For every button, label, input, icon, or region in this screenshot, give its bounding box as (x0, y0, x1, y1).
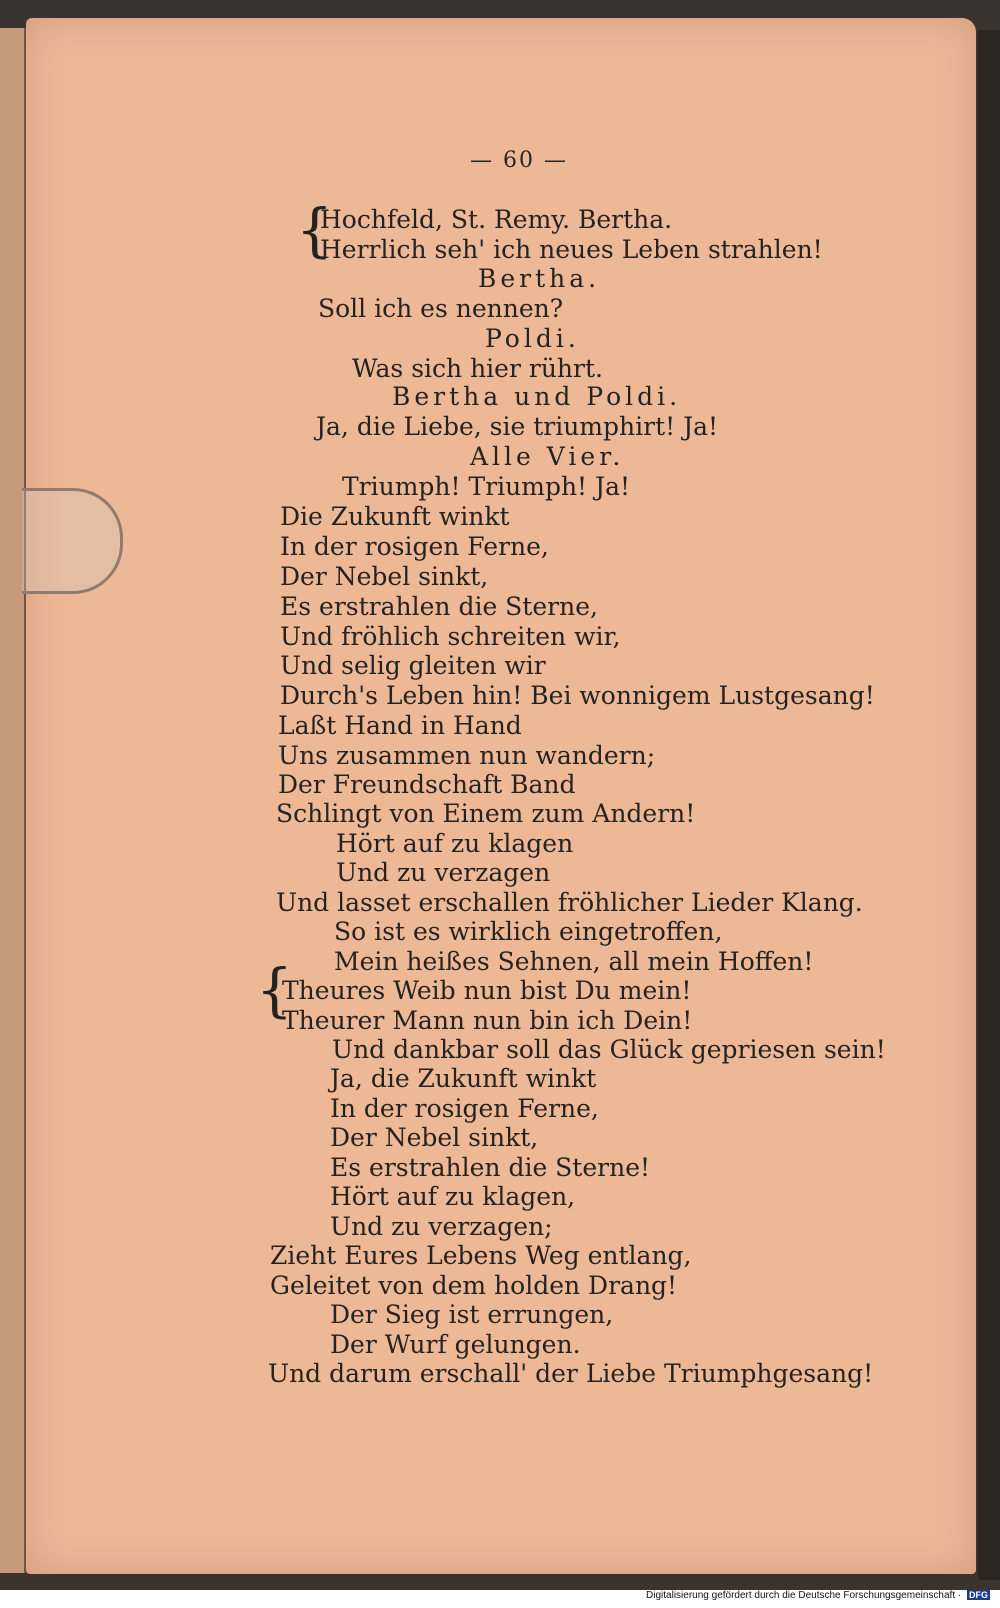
verse-line: Und zu verzagen; (330, 1212, 553, 1241)
verse-line: Und fröhlich schreiten wir, (280, 622, 621, 651)
verse-line: Und zu verzagen (336, 858, 551, 887)
verse-line: Triumph! Triumph! Ja! (342, 472, 631, 501)
verse-line: Der Freundschaft Band (278, 770, 576, 799)
verse-line: Geleitet von dem holden Drang! (270, 1271, 678, 1300)
verse-line: Der Nebel sinkt, (330, 1123, 539, 1152)
verse-line: Herrlich seh' ich neues Leben strahlen! (320, 235, 823, 264)
footer-text: Digitalisierung gefördert durch die Deutsche Forschungsgemeinschaft (646, 1590, 956, 1601)
verse-line: Der Wurf gelungen. (330, 1330, 581, 1359)
verse-line: Ja, die Zukunft winkt (330, 1064, 597, 1093)
footer-credit: Digitalisierung gefördert durch die Deutsche Forschungsgemeinschaft · DFG (646, 1590, 988, 1601)
verse-line: Zieht Eures Lebens Weg entlang, (270, 1241, 692, 1270)
book-edge (978, 30, 1000, 1580)
speaker-name: Bertha. (478, 264, 601, 293)
verse-line: Die Zukunft winkt (280, 502, 510, 531)
verse-line: Theures Weib nun bist Du mein! (282, 976, 692, 1005)
verse-line: Was sich hier rührt. (352, 354, 603, 383)
verse-line: Ja, die Liebe, sie triumphirt! Ja! (316, 412, 719, 441)
verse-line: In der rosigen Ferne, (280, 532, 549, 561)
verse-line: Durch's Leben hin! Bei wonnigem Lustgesang! (280, 681, 875, 710)
paper-clip (22, 488, 123, 594)
verse-line: Theurer Mann nun bin ich Dein! (282, 1006, 693, 1035)
verse-line: Schlingt von Einem zum Andern! (276, 799, 696, 828)
verse-line: Soll ich es nennen? (318, 294, 564, 323)
previous-page-edge (0, 28, 26, 1573)
verse-line: Der Sieg ist errungen, (330, 1300, 614, 1329)
speaker-name: Alle Vier. (470, 442, 625, 471)
verse-line: Und lasset erschallen fröhlicher Lieder Klang. (276, 888, 863, 917)
verse-line: So ist es wirklich eingetroffen, (334, 917, 723, 946)
verse-line: Hört auf zu klagen (336, 829, 574, 858)
verse-line: Mein heißes Sehnen, all mein Hoffen! (334, 947, 814, 976)
brace-icon: { (296, 196, 333, 264)
verse-line: Laßt Hand in Hand (278, 711, 522, 740)
verse-line: Und darum erschall' der Liebe Triumphgesang! (268, 1359, 874, 1388)
verse-line: In der rosigen Ferne, (330, 1094, 599, 1123)
verse-line: Uns zusammen nun wandern; (278, 741, 656, 770)
verse-line: Es erstrahlen die Sterne, (280, 592, 598, 621)
verse-line: Es erstrahlen die Sterne! (330, 1153, 651, 1182)
verse-line: Und selig gleiten wir (280, 651, 546, 680)
brace-icon: { (256, 956, 293, 1024)
verse-line: Und dankbar soll das Glück gepriesen sein! (332, 1035, 886, 1064)
verse-line: Der Nebel sinkt, (280, 562, 489, 591)
speaker-name: Bertha und Poldi. (392, 382, 682, 411)
page-number: — 60 — (470, 148, 568, 173)
dfg-logo-icon: DFG (969, 1590, 988, 1600)
verse-line: Hochfeld, St. Remy. Bertha. (320, 205, 673, 234)
verse-line: Hört auf zu klagen, (330, 1182, 576, 1211)
speaker-name: Poldi. (485, 324, 580, 353)
